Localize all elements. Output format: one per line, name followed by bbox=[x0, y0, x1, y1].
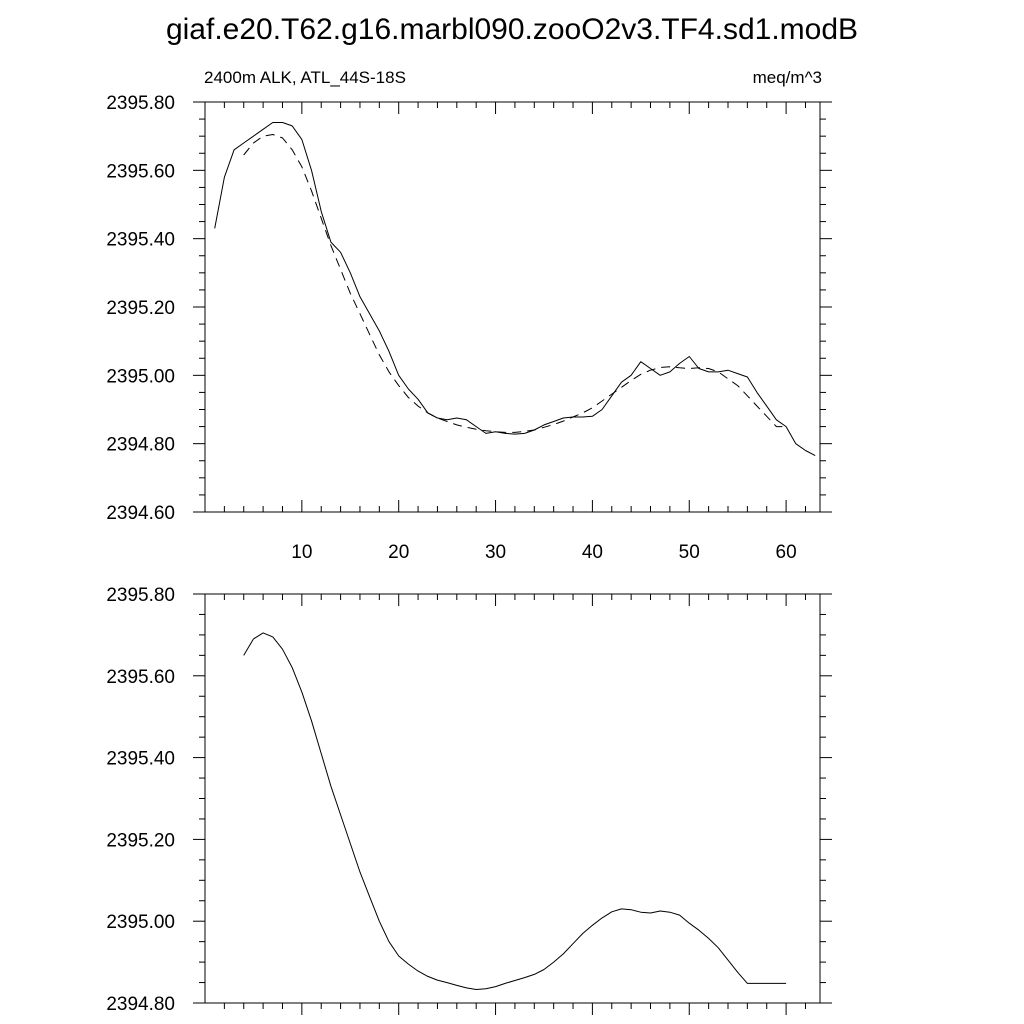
top-x-tick-label: 50 bbox=[678, 542, 700, 563]
bottom-y-tick-label: 2395.80 bbox=[106, 585, 175, 606]
figure-title: giaf.e20.T62.g16.marbl090.zooO2v3.TF4.sd1.modB bbox=[165, 13, 859, 46]
top-x-tick-label: 30 bbox=[484, 542, 507, 563]
top-y-tick-label: 2395.00 bbox=[106, 366, 175, 388]
bottom-series-line-solid bbox=[244, 633, 786, 990]
bottom-plot-frame bbox=[205, 594, 820, 1003]
top-y-tick-label: 2395.80 bbox=[106, 93, 175, 114]
bottom-y-tick-label: 2394.80 bbox=[106, 994, 175, 1015]
panel-top-subtitle-left: 2400m ALK, ATL_44S-18S bbox=[204, 68, 406, 87]
top-series-line-solid bbox=[215, 123, 816, 456]
top-plot-frame bbox=[205, 102, 820, 512]
top-y-tick-label: 2395.40 bbox=[106, 229, 175, 251]
top-x-tick-label: 10 bbox=[291, 542, 313, 563]
bottom-y-tick-label: 2395.60 bbox=[106, 666, 175, 688]
top-y-tick-label: 2395.20 bbox=[106, 298, 175, 319]
top-y-tick-label: 2394.60 bbox=[106, 503, 175, 524]
panel-bottom bbox=[106, 585, 832, 1015]
top-y-tick-label: 2395.60 bbox=[106, 161, 175, 183]
panel-top bbox=[106, 93, 832, 563]
top-x-tick-label: 20 bbox=[388, 542, 410, 563]
bottom-y-tick-label: 2395.00 bbox=[106, 912, 175, 934]
top-y-tick-label: 2394.80 bbox=[106, 434, 175, 456]
top-x-tick-label: 40 bbox=[581, 542, 603, 563]
bottom-y-tick-label: 2395.40 bbox=[106, 748, 175, 770]
panel-top-subtitle-right: meq/m^3 bbox=[752, 68, 822, 87]
bottom-y-tick-label: 2395.20 bbox=[106, 830, 175, 852]
top-x-tick-label: 60 bbox=[775, 542, 797, 563]
top-series-line-dashed bbox=[244, 135, 786, 433]
